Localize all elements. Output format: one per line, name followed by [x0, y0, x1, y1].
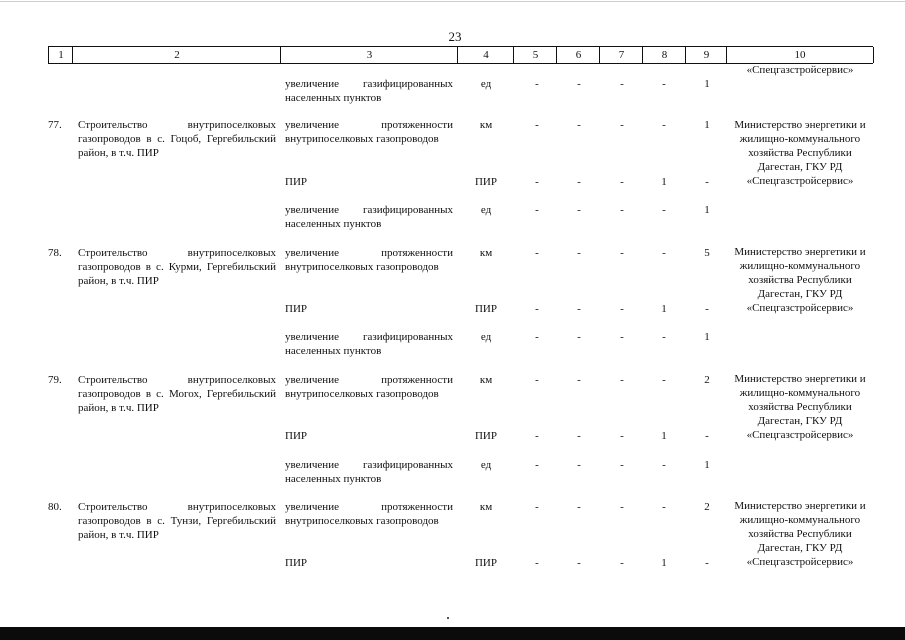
unit-cell: км [479, 119, 493, 131]
indicator-text: увеличение протяженности внутрипоселковых газопроводов [285, 374, 453, 400]
year-cell-5: - [535, 331, 539, 343]
year-cell-8: - [662, 78, 666, 90]
year-cell-7: - [620, 557, 624, 569]
year-cell-8: 1 [661, 557, 667, 569]
year-cell-6: - [577, 501, 581, 513]
col-header-1: 1 [48, 47, 73, 63]
year-cell-6: - [577, 331, 581, 343]
indicator-text: увеличение газифицированных населенных пунктов [285, 204, 453, 230]
year-cell-7: - [620, 501, 624, 513]
year-cell-6: - [577, 78, 581, 90]
column-header-row [48, 46, 873, 64]
unit-cell: ПИР [474, 430, 497, 442]
unit-cell: ПИР [474, 557, 497, 569]
unit-cell: км [479, 247, 493, 259]
unit-cell: км [479, 501, 493, 513]
scan-speck [447, 617, 449, 619]
year-cell-9: 2 [704, 501, 710, 513]
year-cell-9: - [705, 303, 709, 315]
indicator-text: ПИР [285, 557, 308, 569]
year-cell-9: 1 [704, 119, 710, 131]
year-cell-9: 1 [704, 459, 710, 471]
indicator-text: увеличение газифицированных населенных пунктов [285, 78, 453, 104]
object-name: Строительство внутрипоселковых газопроводов в с. Курми, Гергебильский район, в т.ч. ПИР [78, 247, 276, 287]
year-cell-5: - [535, 501, 539, 513]
responsible-executor: Министерство энергетики и жилищно-коммунального хозяйства Республики Дагестан, ГКУ РД «Спецгазстройсервис» [734, 500, 866, 568]
indicator-text: увеличение газифицированных населенных пунктов [285, 459, 453, 485]
unit-cell: ПИР [474, 176, 497, 188]
unit-cell: ед [480, 78, 492, 90]
year-cell-7: - [620, 430, 624, 442]
year-cell-6: - [577, 119, 581, 131]
indicator-text: увеличение протяженности внутрипоселковых газопроводов [285, 247, 453, 273]
unit-cell: км [479, 374, 493, 386]
year-cell-5: - [535, 176, 539, 188]
year-cell-9: 1 [704, 331, 710, 343]
year-cell-6: - [577, 176, 581, 188]
year-cell-9: 1 [704, 204, 710, 216]
year-cell-7: - [620, 176, 624, 188]
entry-number: 78. [48, 247, 62, 259]
scan-bottom-edge [0, 627, 905, 640]
year-cell-6: - [577, 557, 581, 569]
year-cell-6: - [577, 374, 581, 386]
col-header-5: 5 [513, 47, 557, 63]
year-cell-7: - [620, 303, 624, 315]
year-cell-8: - [662, 247, 666, 259]
year-cell-5: - [535, 78, 539, 90]
col-header-3: 3 [280, 47, 458, 63]
responsible-tail: «Спецгазстройсервис» [746, 64, 854, 76]
year-cell-9: 5 [704, 247, 710, 259]
entry-number: 79. [48, 374, 62, 386]
indicator-text: ПИР [285, 430, 308, 442]
responsible-executor: Министерство энергетики и жилищно-коммунального хозяйства Республики Дагестан, ГКУ РД «Спецгазстройсервис» [734, 373, 866, 441]
unit-cell: ед [480, 459, 492, 471]
indicator-text: увеличение газифицированных населенных пунктов [285, 331, 453, 357]
col-header-8: 8 [642, 47, 686, 63]
entry-number: 77. [48, 119, 62, 131]
year-cell-9: 2 [704, 374, 710, 386]
year-cell-7: - [620, 119, 624, 131]
year-cell-7: - [620, 78, 624, 90]
entry-number: 80. [48, 501, 62, 513]
year-cell-8: - [662, 501, 666, 513]
col-header-9: 9 [685, 47, 727, 63]
year-cell-9: - [705, 557, 709, 569]
object-name: Строительство внутрипоселковых газопроводов в с. Могох, Гергебильский район, в т.ч. ПИР [78, 374, 276, 414]
year-cell-8: - [662, 459, 666, 471]
year-cell-7: - [620, 459, 624, 471]
year-cell-8: 1 [661, 176, 667, 188]
year-cell-8: - [662, 204, 666, 216]
unit-cell: ед [480, 331, 492, 343]
object-name: Строительство внутрипоселковых газопроводов в с. Тунзи, Гергебильский район, в т.ч. ПИР [78, 501, 276, 541]
year-cell-7: - [620, 374, 624, 386]
year-cell-7: - [620, 331, 624, 343]
year-cell-9: - [705, 430, 709, 442]
year-cell-5: - [535, 557, 539, 569]
year-cell-8: 1 [661, 430, 667, 442]
year-cell-5: - [535, 303, 539, 315]
page-number: 23 [448, 29, 462, 44]
responsible-executor: Министерство энергетики и жилищно-коммунального хозяйства Республики Дагестан, ГКУ РД «Спецгазстройсервис» [734, 119, 866, 187]
year-cell-5: - [535, 204, 539, 216]
responsible-executor: Министерство энергетики и жилищно-коммунального хозяйства Республики Дагестан, ГКУ РД «Спецгазстройсервис» [734, 246, 866, 314]
col-header-10: 10 [726, 47, 874, 63]
year-cell-5: - [535, 119, 539, 131]
unit-cell: ед [480, 204, 492, 216]
year-cell-7: - [620, 247, 624, 259]
indicator-text: ПИР [285, 303, 308, 315]
year-cell-6: - [577, 303, 581, 315]
col-header-4: 4 [457, 47, 514, 63]
year-cell-8: 1 [661, 303, 667, 315]
year-cell-8: - [662, 119, 666, 131]
year-cell-8: - [662, 331, 666, 343]
col-header-2: 2 [72, 47, 281, 63]
year-cell-9: - [705, 176, 709, 188]
year-cell-6: - [577, 204, 581, 216]
indicator-text: ПИР [285, 176, 308, 188]
year-cell-6: - [577, 430, 581, 442]
indicator-text: увеличение протяженности внутрипоселковых газопроводов [285, 501, 453, 527]
year-cell-5: - [535, 430, 539, 442]
year-cell-6: - [577, 459, 581, 471]
year-cell-9: 1 [704, 78, 710, 90]
col-header-7: 7 [599, 47, 643, 63]
year-cell-8: - [662, 374, 666, 386]
year-cell-5: - [535, 374, 539, 386]
col-header-6: 6 [556, 47, 600, 63]
year-cell-5: - [535, 247, 539, 259]
year-cell-6: - [577, 247, 581, 259]
unit-cell: ПИР [474, 303, 497, 315]
year-cell-5: - [535, 459, 539, 471]
year-cell-7: - [620, 204, 624, 216]
top-edge-line [0, 1, 905, 2]
indicator-text: увеличение протяженности внутрипоселковых газопроводов [285, 119, 453, 145]
object-name: Строительство внутрипоселковых газопроводов в с. Гоцоб, Гергебильский район, в т.ч. ПИР [78, 119, 276, 159]
